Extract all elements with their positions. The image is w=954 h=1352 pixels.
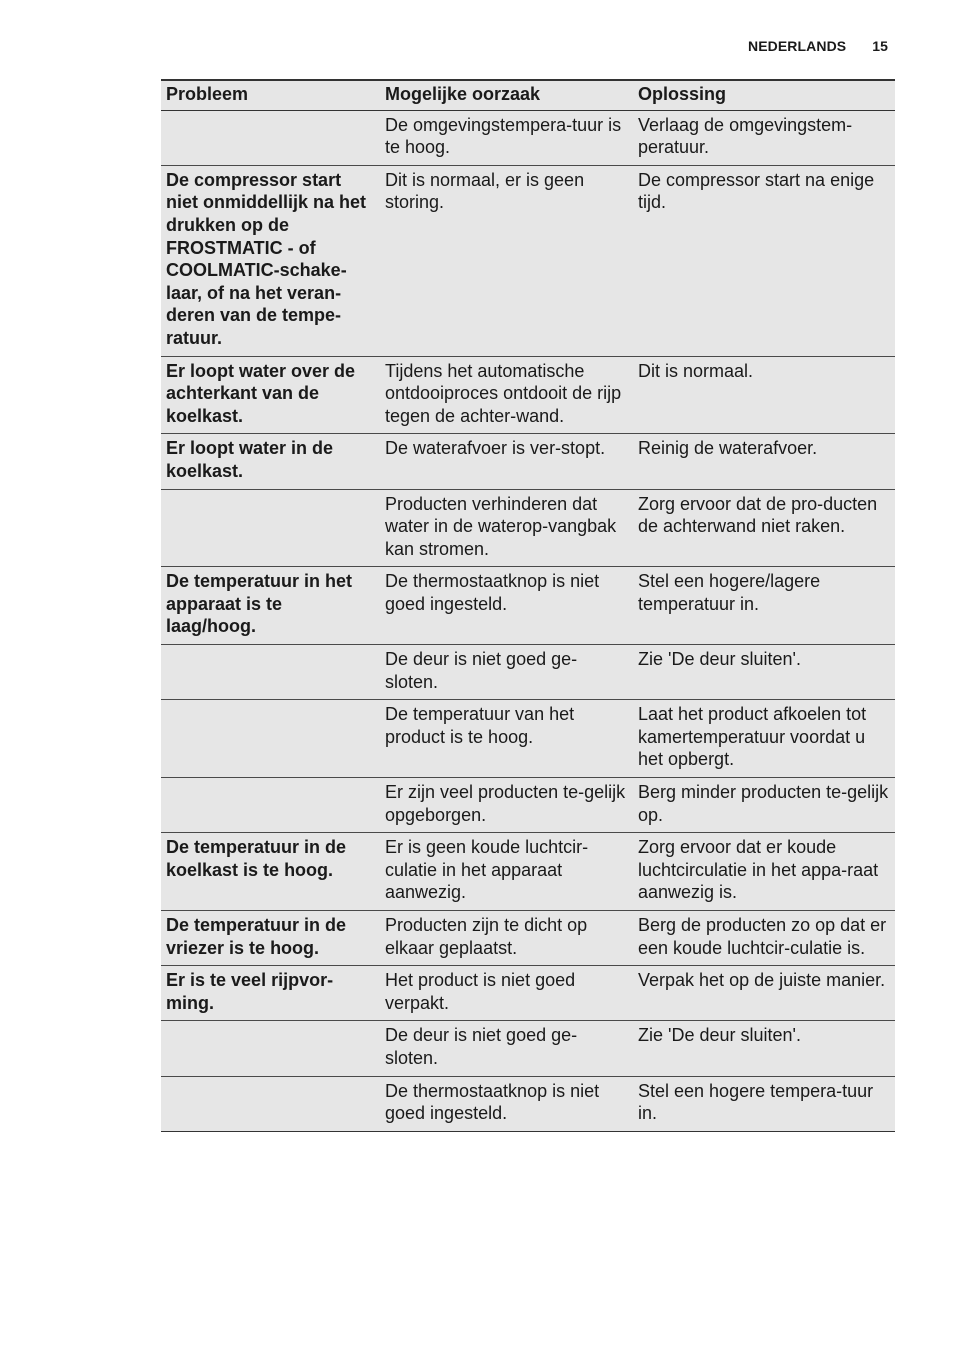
solution-cell: Zie 'De deur sluiten'. <box>633 645 895 700</box>
cause-cell: Producten zijn te dicht op elkaar geplaatst. <box>380 911 633 966</box>
cause-cell: Het product is niet goed verpakt. <box>380 966 633 1021</box>
cause-cell: Dit is normaal, er is geen storing. <box>380 165 633 356</box>
cause-cell: De thermostaatknop is niet goed ingesteld. <box>380 1076 633 1131</box>
solution-cell: Verpak het op de juiste manier. <box>633 966 895 1021</box>
solution-cell: Zorg ervoor dat er koude luchtcirculatie in het appa-raat aanwezig is. <box>633 833 895 911</box>
solution-cell: Berg minder producten te-gelijk op. <box>633 778 895 833</box>
problem-cell: De temperatuur in de koelkast is te hoog. <box>161 833 380 911</box>
cause-cell: De waterafvoer is ver-stopt. <box>380 434 633 489</box>
problem-cell: De compressor start niet onmiddellijk na het drukken op de FROSTMATIC - of COOLMATIC-schake-laar, of na het veran-deren van de tempe-ratuur. <box>161 165 380 356</box>
problem-cell <box>161 489 380 567</box>
solution-cell: Stel een hogere tempera-tuur in. <box>633 1076 895 1131</box>
table-row <box>161 833 895 911</box>
cause-cell: Er is geen koude luchtcir-culatie in het apparaat aanwezig. <box>380 833 633 911</box>
cause-cell: Er zijn veel producten te-gelijk opgeborgen. <box>380 778 633 833</box>
problem-cell <box>161 1021 380 1076</box>
table-row <box>161 110 895 165</box>
table-row <box>161 567 895 645</box>
page-number: 15 <box>872 38 888 54</box>
problem-cell <box>161 778 380 833</box>
page-header <box>748 38 888 54</box>
table-row <box>161 700 895 778</box>
table-row <box>161 489 895 567</box>
solution-cell: Zie 'De deur sluiten'. <box>633 1021 895 1076</box>
table-row <box>161 966 895 1021</box>
table-row <box>161 1076 895 1131</box>
cause-cell: De deur is niet goed ge-sloten. <box>380 1021 633 1076</box>
solution-cell: Reinig de waterafvoer. <box>633 434 895 489</box>
table-row <box>161 165 895 356</box>
solution-cell: Zorg ervoor dat de pro-ducten de achterwand niet raken. <box>633 489 895 567</box>
problem-cell <box>161 645 380 700</box>
problem-cell <box>161 700 380 778</box>
solution-cell: Verlaag de omgevingstem-peratuur. <box>633 110 895 165</box>
problem-cell: Er loopt water over de achterkant van de koelkast. <box>161 356 380 434</box>
solution-cell: De compressor start na enige tijd. <box>633 165 895 356</box>
solution-cell: Laat het product afkoelen tot kamertemperatuur voordat u het opbergt. <box>633 700 895 778</box>
table-row <box>161 911 895 966</box>
column-header-solution: Oplossing <box>633 80 895 110</box>
column-header-problem: Probleem <box>161 80 380 110</box>
solution-cell: Stel een hogere/lagere temperatuur in. <box>633 567 895 645</box>
problem-cell <box>161 1076 380 1131</box>
troubleshooting-table <box>161 79 895 1132</box>
section-label: NEDERLANDS <box>747 38 847 54</box>
cause-cell: De temperatuur van het product is te hoog. <box>380 700 633 778</box>
column-header-cause: Mogelijke oorzaak <box>380 80 633 110</box>
table-row <box>161 1021 895 1076</box>
cause-cell: Producten verhinderen dat water in de waterop-vangbak kan stromen. <box>380 489 633 567</box>
problem-cell: De temperatuur in het apparaat is te laag/hoog. <box>161 567 380 645</box>
table-row <box>161 778 895 833</box>
problem-cell: De temperatuur in de vriezer is te hoog. <box>161 911 380 966</box>
problem-cell: Er loopt water in de koelkast. <box>161 434 380 489</box>
cause-cell: De thermostaatknop is niet goed ingesteld. <box>380 567 633 645</box>
table-header-row <box>161 80 895 110</box>
cause-cell: Tijdens het automatische ontdooiproces ontdooit de rijp tegen de achter-wand. <box>380 356 633 434</box>
cause-cell: De deur is niet goed ge-sloten. <box>380 645 633 700</box>
table-row <box>161 645 895 700</box>
table-row <box>161 434 895 489</box>
solution-cell: Berg de producten zo op dat er een koude luchtcir-culatie is. <box>633 911 895 966</box>
table-row <box>161 356 895 434</box>
cause-cell: De omgevingstempera-tuur is te hoog. <box>380 110 633 165</box>
problem-cell: Er is te veel rijpvor-ming. <box>161 966 380 1021</box>
problem-cell <box>161 110 380 165</box>
solution-cell: Dit is normaal. <box>633 356 895 434</box>
